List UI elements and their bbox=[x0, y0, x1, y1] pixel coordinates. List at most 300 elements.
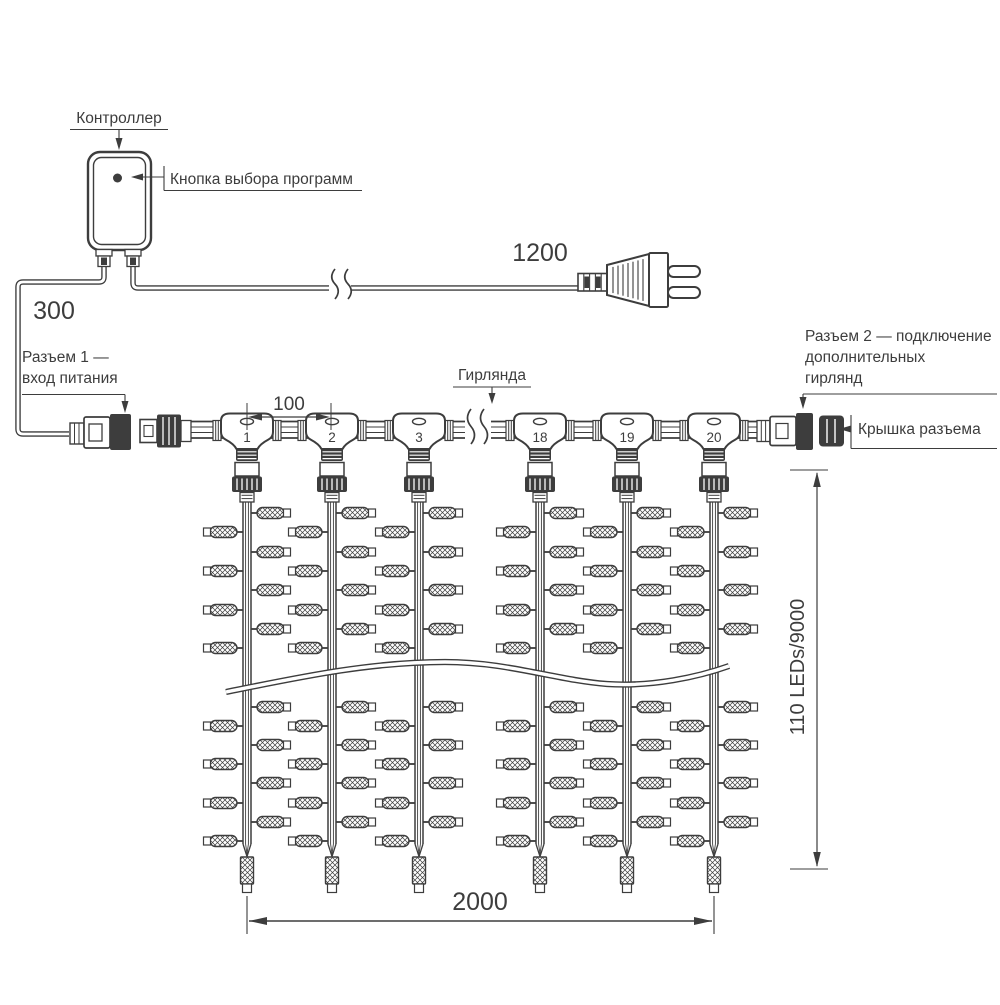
led-tip bbox=[369, 625, 376, 633]
tee-connector bbox=[385, 414, 453, 450]
power-cord-length: 1200 bbox=[512, 239, 568, 267]
garland-callout bbox=[453, 367, 531, 404]
tee-connector bbox=[680, 414, 748, 450]
output-socket bbox=[757, 413, 813, 450]
controller-outlet-right bbox=[125, 250, 141, 267]
dimension-curtain-height bbox=[787, 470, 828, 869]
strand-coupler bbox=[235, 463, 259, 477]
curtain-width-value: 2000 bbox=[452, 888, 508, 916]
led-tip bbox=[369, 586, 376, 594]
strand-taper bbox=[243, 844, 251, 857]
led-bulb bbox=[724, 702, 751, 713]
led-bulb bbox=[382, 527, 409, 538]
controller-callout bbox=[70, 110, 168, 150]
tee-number: 1 bbox=[243, 430, 251, 445]
led-tip bbox=[751, 741, 758, 749]
tee-side-collar bbox=[506, 421, 514, 441]
led-bulb bbox=[342, 740, 369, 751]
led-bulb bbox=[590, 798, 617, 809]
led-tip bbox=[376, 760, 383, 768]
led-bulb bbox=[295, 759, 322, 770]
led-tip bbox=[456, 548, 463, 556]
led-bulb bbox=[295, 527, 322, 538]
led-bulb bbox=[382, 798, 409, 809]
tee-side-collar bbox=[298, 421, 306, 441]
led-tip bbox=[584, 799, 591, 807]
strand-taper bbox=[623, 844, 631, 857]
tee-oval-window bbox=[413, 418, 426, 424]
led-bulb bbox=[503, 759, 530, 770]
tee-oval-window bbox=[708, 418, 721, 424]
led-bulb bbox=[503, 527, 530, 538]
led-bulb bbox=[295, 836, 322, 847]
led-tip bbox=[671, 606, 678, 614]
led-tip bbox=[497, 837, 504, 845]
connector1-label-line1: Разъем 1 — bbox=[22, 349, 109, 366]
led-bulb bbox=[503, 605, 530, 616]
led-tip bbox=[289, 528, 296, 536]
led-bulb bbox=[637, 624, 664, 635]
led-tip bbox=[664, 625, 671, 633]
controller-label: Контроллер bbox=[76, 110, 162, 127]
led-tip bbox=[204, 606, 211, 614]
led-bulb bbox=[637, 702, 664, 713]
tee-side-collar bbox=[445, 421, 453, 441]
arrow-right-icon bbox=[694, 917, 712, 925]
led-bulb bbox=[257, 547, 284, 558]
led-bulb bbox=[637, 508, 664, 519]
slack-cable bbox=[226, 662, 729, 692]
led-tip bbox=[284, 509, 291, 517]
led-tip bbox=[456, 818, 463, 826]
led-bulb bbox=[257, 624, 284, 635]
strand-tail bbox=[241, 857, 254, 884]
connector2-label-line2: дополнительных bbox=[805, 349, 926, 366]
curtain bbox=[204, 414, 758, 893]
led-bulb bbox=[342, 547, 369, 558]
led-tip bbox=[497, 760, 504, 768]
led-tip bbox=[456, 779, 463, 787]
led-tip bbox=[671, 567, 678, 575]
led-bulb bbox=[382, 836, 409, 847]
led-tip bbox=[289, 644, 296, 652]
led-bulb bbox=[724, 508, 751, 519]
led-tip bbox=[751, 625, 758, 633]
led-bulb bbox=[724, 778, 751, 789]
tee-connector bbox=[298, 414, 366, 450]
led-tip bbox=[584, 837, 591, 845]
led-tip bbox=[284, 741, 291, 749]
led-tip bbox=[751, 818, 758, 826]
tee-side-collar bbox=[358, 421, 366, 441]
led-bulb bbox=[677, 605, 704, 616]
strand-tail bbox=[534, 857, 547, 884]
power-plug bbox=[578, 253, 700, 307]
led-bulb bbox=[257, 508, 284, 519]
led-bulb bbox=[342, 817, 369, 828]
led-bulb bbox=[382, 605, 409, 616]
arrow-up-icon bbox=[813, 472, 821, 487]
strand-tail-tip bbox=[328, 884, 337, 893]
led-bulb bbox=[429, 702, 456, 713]
tee-side-collar bbox=[213, 421, 221, 441]
led-bulb bbox=[503, 566, 530, 577]
led-tip bbox=[376, 722, 383, 730]
led-bulb bbox=[382, 643, 409, 654]
led-tip bbox=[369, 741, 376, 749]
led-bulb bbox=[503, 643, 530, 654]
strand-coupler bbox=[702, 463, 726, 477]
bus-break-icon bbox=[465, 409, 491, 444]
led-tip bbox=[497, 799, 504, 807]
strand-taper bbox=[536, 844, 544, 857]
strand-tail-tip bbox=[243, 884, 252, 893]
led-bulb bbox=[590, 721, 617, 732]
garland-label: Гирлянда bbox=[458, 367, 526, 384]
led-bulb bbox=[550, 740, 577, 751]
led-tip bbox=[369, 779, 376, 787]
cap-callout bbox=[839, 415, 997, 449]
led-bulb bbox=[210, 798, 237, 809]
led-bulb bbox=[210, 605, 237, 616]
led-tip bbox=[584, 760, 591, 768]
connector2-callout bbox=[800, 328, 998, 409]
led-tip bbox=[577, 779, 584, 787]
led-tip bbox=[671, 528, 678, 536]
strand bbox=[584, 448, 671, 893]
led-bulb bbox=[550, 508, 577, 519]
arrow-down-icon bbox=[122, 401, 129, 413]
tee-number: 3 bbox=[415, 430, 423, 445]
led-tip bbox=[664, 586, 671, 594]
curtain-height-value: 110 LEDs/9000 bbox=[787, 598, 809, 736]
led-bulb bbox=[503, 798, 530, 809]
led-tip bbox=[577, 741, 584, 749]
led-bulb bbox=[550, 817, 577, 828]
strand-grommet bbox=[240, 493, 254, 503]
tee-side-collar bbox=[680, 421, 688, 441]
led-bulb bbox=[637, 585, 664, 596]
led-bulb bbox=[342, 585, 369, 596]
led-bulb bbox=[429, 585, 456, 596]
connector1-callout bbox=[22, 349, 129, 413]
led-bulb bbox=[677, 836, 704, 847]
led-bulb bbox=[429, 740, 456, 751]
led-bulb bbox=[257, 778, 284, 789]
tee-side-collar bbox=[653, 421, 661, 441]
led-tip bbox=[456, 509, 463, 517]
led-bulb bbox=[637, 817, 664, 828]
led-bulb bbox=[429, 624, 456, 635]
led-tip bbox=[751, 586, 758, 594]
led-bulb bbox=[295, 798, 322, 809]
led-bulb bbox=[677, 566, 704, 577]
led-tip bbox=[289, 799, 296, 807]
led-bulb bbox=[295, 643, 322, 654]
led-bulb bbox=[429, 817, 456, 828]
led-tip bbox=[497, 722, 504, 730]
controller-outlet-left bbox=[96, 250, 112, 267]
strand-tail bbox=[326, 857, 339, 884]
connector-cap bbox=[819, 416, 844, 447]
plug-prong-bottom bbox=[668, 287, 700, 298]
led-bulb bbox=[295, 721, 322, 732]
led-tip bbox=[671, 722, 678, 730]
strand-tail-tip bbox=[623, 884, 632, 893]
led-bulb bbox=[637, 547, 664, 558]
led-tip bbox=[584, 606, 591, 614]
led-tip bbox=[456, 741, 463, 749]
led-tip bbox=[751, 509, 758, 517]
led-bulb bbox=[724, 585, 751, 596]
led-bulb bbox=[429, 547, 456, 558]
led-bulb bbox=[590, 566, 617, 577]
led-tip bbox=[577, 703, 584, 711]
led-tip bbox=[751, 548, 758, 556]
led-tip bbox=[497, 528, 504, 536]
led-bulb bbox=[342, 778, 369, 789]
strand-spacing-value: 100 bbox=[273, 394, 305, 415]
led-tip bbox=[204, 837, 211, 845]
led-tip bbox=[664, 509, 671, 517]
strand-tail bbox=[413, 857, 426, 884]
led-bulb bbox=[210, 643, 237, 654]
led-bulb bbox=[550, 624, 577, 635]
led-tip bbox=[204, 567, 211, 575]
led-tip bbox=[577, 586, 584, 594]
tee-number: 18 bbox=[532, 430, 548, 445]
led-tip bbox=[497, 644, 504, 652]
led-bulb bbox=[503, 836, 530, 847]
led-tip bbox=[204, 799, 211, 807]
strand-tail-tip bbox=[710, 884, 719, 893]
led-bulb bbox=[677, 759, 704, 770]
led-tip bbox=[284, 625, 291, 633]
led-tip bbox=[376, 799, 383, 807]
led-bulb bbox=[342, 624, 369, 635]
strand-tail bbox=[621, 857, 634, 884]
strand-coupler bbox=[407, 463, 431, 477]
led-bulb bbox=[677, 643, 704, 654]
led-tip bbox=[456, 586, 463, 594]
arrow-down-icon bbox=[813, 852, 821, 867]
led-bulb bbox=[342, 508, 369, 519]
led-tip bbox=[289, 567, 296, 575]
strand-tail bbox=[708, 857, 721, 884]
led-tip bbox=[671, 837, 678, 845]
connector2-label-line3: гирлянд bbox=[805, 370, 863, 387]
tee-oval-window bbox=[326, 418, 339, 424]
led-bulb bbox=[210, 527, 237, 538]
connector2-label-line1: Разъем 2 — подключение bbox=[805, 328, 992, 345]
led-bulb bbox=[724, 624, 751, 635]
led-tip bbox=[284, 703, 291, 711]
led-tip bbox=[289, 760, 296, 768]
led-tip bbox=[284, 548, 291, 556]
led-tip bbox=[289, 606, 296, 614]
led-tip bbox=[664, 779, 671, 787]
strand-grommet bbox=[412, 493, 426, 503]
connector1-label-line2: вход питания bbox=[22, 370, 118, 387]
tee-side-collar bbox=[593, 421, 601, 441]
led-tip bbox=[289, 722, 296, 730]
led-tip bbox=[376, 606, 383, 614]
led-bulb bbox=[210, 566, 237, 577]
tee-oval-window bbox=[621, 418, 634, 424]
strand-grommet bbox=[533, 493, 547, 503]
led-bulb bbox=[724, 817, 751, 828]
led-tip bbox=[289, 837, 296, 845]
led-bulb bbox=[550, 778, 577, 789]
led-tip bbox=[584, 722, 591, 730]
led-tip bbox=[204, 528, 211, 536]
tee-connector bbox=[593, 414, 661, 450]
led-bulb bbox=[257, 702, 284, 713]
led-bulb bbox=[382, 759, 409, 770]
led-tip bbox=[369, 703, 376, 711]
led-bulb bbox=[257, 740, 284, 751]
led-bulb bbox=[257, 585, 284, 596]
dimension-curtain-width bbox=[247, 888, 714, 934]
led-bulb bbox=[637, 778, 664, 789]
led-tip bbox=[284, 586, 291, 594]
led-tip bbox=[751, 779, 758, 787]
led-tip bbox=[584, 644, 591, 652]
led-tip bbox=[577, 548, 584, 556]
led-bulb bbox=[382, 566, 409, 577]
led-bulb bbox=[724, 740, 751, 751]
tee-side-collar bbox=[740, 421, 748, 441]
program-button-label: Кнопка выбора программ bbox=[170, 171, 353, 188]
strand-taper bbox=[710, 844, 718, 857]
cable-break-icon bbox=[329, 269, 351, 299]
led-tip bbox=[664, 741, 671, 749]
led-tip bbox=[376, 644, 383, 652]
controller-box bbox=[88, 152, 151, 267]
arrow-left-icon bbox=[249, 917, 267, 925]
tee-connector bbox=[506, 414, 574, 450]
led-bulb bbox=[590, 759, 617, 770]
led-tip bbox=[671, 760, 678, 768]
led-tip bbox=[664, 703, 671, 711]
led-tip bbox=[577, 509, 584, 517]
plug-strain-relief bbox=[578, 274, 607, 292]
strand-taper bbox=[328, 844, 336, 857]
led-tip bbox=[751, 703, 758, 711]
led-tip bbox=[369, 509, 376, 517]
led-bulb bbox=[295, 566, 322, 577]
led-bulb bbox=[550, 585, 577, 596]
led-tip bbox=[204, 644, 211, 652]
led-tip bbox=[577, 818, 584, 826]
led-tip bbox=[664, 818, 671, 826]
led-bulb bbox=[342, 702, 369, 713]
led-tip bbox=[376, 567, 383, 575]
strand-coupler bbox=[615, 463, 639, 477]
power-cord bbox=[133, 266, 578, 299]
led-bulb bbox=[429, 508, 456, 519]
strand-grommet bbox=[707, 493, 721, 503]
led-bulb bbox=[210, 721, 237, 732]
tee-number: 19 bbox=[619, 430, 635, 445]
led-tip bbox=[204, 722, 211, 730]
plug-face bbox=[649, 253, 668, 307]
led-bulb bbox=[590, 605, 617, 616]
lead-in-length: 300 bbox=[33, 297, 75, 325]
led-bulb bbox=[429, 778, 456, 789]
arrow-down-icon bbox=[116, 138, 123, 150]
tee-oval-window bbox=[534, 418, 547, 424]
led-bulb bbox=[257, 817, 284, 828]
led-bulb bbox=[550, 547, 577, 558]
arrow-down-icon bbox=[489, 393, 496, 404]
tee-side-collar bbox=[273, 421, 281, 441]
bus-socket-female bbox=[140, 415, 191, 448]
strand-grommet bbox=[325, 493, 339, 503]
led-bulb bbox=[210, 836, 237, 847]
tee-side-collar bbox=[385, 421, 393, 441]
led-tip bbox=[671, 799, 678, 807]
program-button-dot bbox=[113, 174, 122, 183]
strand-grommet bbox=[620, 493, 634, 503]
led-bulb bbox=[677, 527, 704, 538]
led-bulb bbox=[550, 702, 577, 713]
led-bulb bbox=[724, 547, 751, 558]
program-button-callout bbox=[131, 166, 362, 191]
led-tip bbox=[671, 644, 678, 652]
strand bbox=[204, 448, 291, 893]
strand-taper bbox=[415, 844, 423, 857]
led-tip bbox=[284, 818, 291, 826]
led-tip bbox=[497, 606, 504, 614]
led-bulb bbox=[590, 643, 617, 654]
led-bulb bbox=[210, 759, 237, 770]
arrow-down-icon bbox=[800, 397, 807, 409]
led-tip bbox=[497, 567, 504, 575]
strand-tail-tip bbox=[536, 884, 545, 893]
strand-coupler bbox=[528, 463, 552, 477]
strand-coupler bbox=[320, 463, 344, 477]
tee-number: 2 bbox=[328, 430, 336, 445]
cap-label: Крышка разъема bbox=[858, 421, 981, 438]
led-tip bbox=[456, 703, 463, 711]
input-plug-male bbox=[70, 414, 131, 450]
plug-prong-top bbox=[668, 266, 700, 277]
led-tip bbox=[369, 548, 376, 556]
led-tip bbox=[376, 837, 383, 845]
led-tip bbox=[284, 779, 291, 787]
led-bulb bbox=[590, 836, 617, 847]
led-tip bbox=[456, 625, 463, 633]
led-bulb bbox=[677, 798, 704, 809]
led-bulb bbox=[503, 721, 530, 732]
strand-tail-tip bbox=[415, 884, 424, 893]
led-bulb bbox=[590, 527, 617, 538]
led-bulb bbox=[677, 721, 704, 732]
led-tip bbox=[577, 625, 584, 633]
led-tip bbox=[664, 548, 671, 556]
led-tip bbox=[204, 760, 211, 768]
led-tip bbox=[376, 528, 383, 536]
strand bbox=[376, 448, 463, 893]
tee-number: 20 bbox=[706, 430, 722, 445]
led-bulb bbox=[382, 721, 409, 732]
tee-side-collar bbox=[566, 421, 574, 441]
led-bulb bbox=[637, 740, 664, 751]
led-tip bbox=[369, 818, 376, 826]
led-tip bbox=[584, 528, 591, 536]
led-tip bbox=[584, 567, 591, 575]
